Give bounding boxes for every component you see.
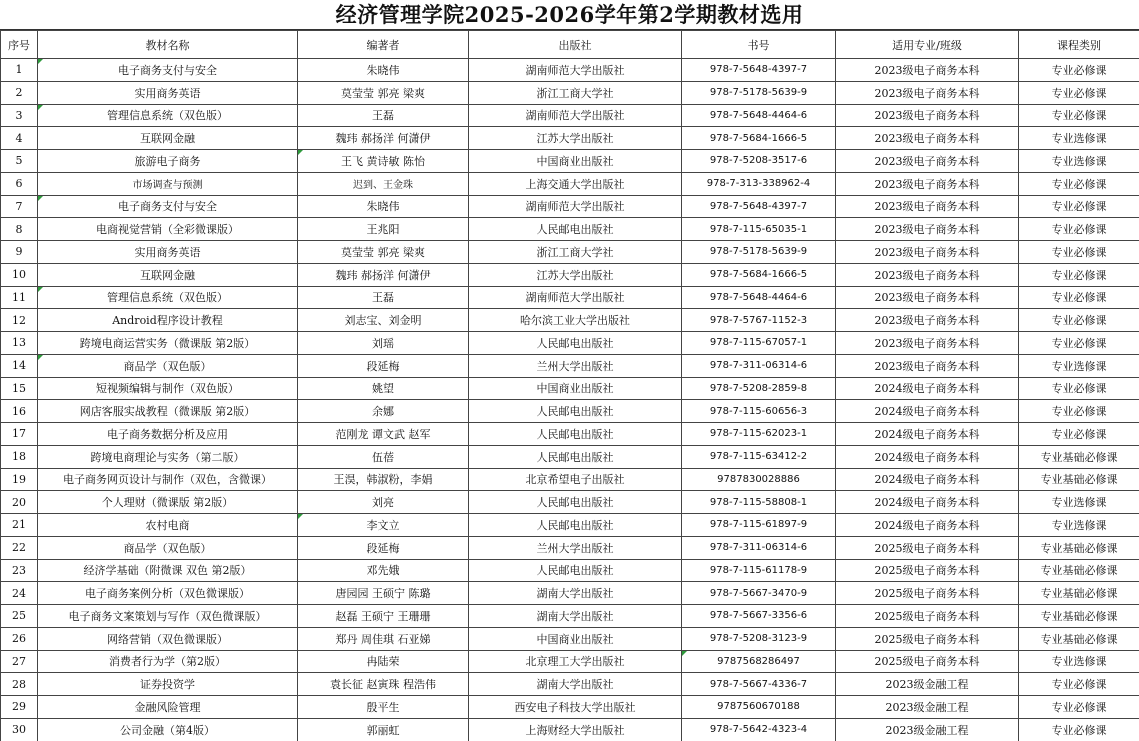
- cell-index[interactable]: 12: [1, 309, 38, 332]
- cell-index[interactable]: 18: [1, 445, 38, 468]
- cell-major[interactable]: 2024级电子商务本科: [836, 400, 1019, 423]
- cell-title[interactable]: 管理信息系统（双色版）: [38, 286, 298, 309]
- cell-index[interactable]: 4: [1, 127, 38, 150]
- cell-publisher[interactable]: 人民邮电出版社: [469, 559, 682, 582]
- cell-isbn[interactable]: 978-7-5648-4464-6: [682, 104, 836, 127]
- cell-isbn[interactable]: 978-7-5648-4397-7: [682, 195, 836, 218]
- cell-publisher[interactable]: 湖南大学出版社: [469, 605, 682, 628]
- cell-course-type[interactable]: 专业必修课: [1019, 673, 1139, 696]
- cell-title[interactable]: 跨境电商运营实务（微课版 第2版）: [38, 332, 298, 355]
- cell-author[interactable]: 殷平生: [298, 696, 469, 719]
- cell-index[interactable]: 19: [1, 468, 38, 491]
- cell-index[interactable]: 30: [1, 718, 38, 741]
- header-cell-publisher[interactable]: 出版社: [469, 31, 682, 59]
- cell-publisher[interactable]: 兰州大学出版社: [469, 354, 682, 377]
- textbook-table: [0, 30, 1139, 741]
- cell-isbn[interactable]: 978-7-115-61897-9: [682, 514, 836, 537]
- cell-title[interactable]: 电子商务数据分析及应用: [38, 423, 298, 446]
- cell-major[interactable]: 2023级金融工程: [836, 696, 1019, 719]
- cell-course-type[interactable]: 专业选修课: [1019, 650, 1139, 673]
- cell-title[interactable]: 经济学基础（附微课 双色 第2版）: [38, 559, 298, 582]
- table-row: [1, 491, 1139, 514]
- cell-index[interactable]: 1: [1, 59, 38, 82]
- cell-author[interactable]: 唐园园 王硕宁 陈璐: [298, 582, 469, 605]
- cell-index[interactable]: 25: [1, 605, 38, 628]
- cell-title[interactable]: 公司金融（第4版）: [38, 718, 298, 741]
- cell-publisher[interactable]: 上海交通大学出版社: [469, 172, 682, 195]
- cell-isbn[interactable]: 978-7-5684-1666-5: [682, 127, 836, 150]
- cell-publisher[interactable]: 北京希望电子出版社: [469, 468, 682, 491]
- cell-major[interactable]: 2025级电子商务本科: [836, 627, 1019, 650]
- cell-course-type[interactable]: 专业必修课: [1019, 218, 1139, 241]
- cell-isbn[interactable]: 978-7-115-63412-2: [682, 445, 836, 468]
- header-cell-title[interactable]: 教材名称: [38, 31, 298, 59]
- table-row: [1, 582, 1139, 605]
- cell-title[interactable]: 网店客服实战教程（微课版 第2版）: [38, 400, 298, 423]
- table-row: [1, 468, 1139, 491]
- table-row: [1, 650, 1139, 673]
- cell-course-type[interactable]: 专业基础必修课: [1019, 536, 1139, 559]
- cell-publisher[interactable]: 中国商业出版社: [469, 377, 682, 400]
- cell-title[interactable]: 市场调查与预测: [38, 172, 298, 195]
- cell-index[interactable]: 22: [1, 536, 38, 559]
- cell-isbn[interactable]: 978-7-313-338962-4: [682, 172, 836, 195]
- table-row: [1, 127, 1139, 150]
- cell-course-type[interactable]: 专业基础必修课: [1019, 605, 1139, 628]
- cell-title[interactable]: 电子商务文案策划与写作（双色微课版）: [38, 605, 298, 628]
- cell-isbn[interactable]: 978-7-115-65035-1: [682, 218, 836, 241]
- table-row: [1, 445, 1139, 468]
- cell-major[interactable]: 2024级电子商务本科: [836, 468, 1019, 491]
- cell-author[interactable]: 段延梅: [298, 536, 469, 559]
- cell-index[interactable]: 23: [1, 559, 38, 582]
- cell-course-type[interactable]: 专业选修课: [1019, 150, 1139, 173]
- cell-isbn[interactable]: 978-7-5648-4464-6: [682, 286, 836, 309]
- cell-author[interactable]: 段延梅: [298, 354, 469, 377]
- cell-author[interactable]: 迟到、王金珠: [298, 172, 469, 195]
- cell-title[interactable]: 商品学（双色版）: [38, 536, 298, 559]
- cell-isbn[interactable]: 978-7-5648-4397-7: [682, 59, 836, 82]
- table-row: [1, 377, 1139, 400]
- table-row: [1, 400, 1139, 423]
- cell-publisher[interactable]: 湖南师范大学出版社: [469, 59, 682, 82]
- cell-publisher[interactable]: 湖南大学出版社: [469, 582, 682, 605]
- cell-major[interactable]: 2023级电子商务本科: [836, 218, 1019, 241]
- table-row: [1, 172, 1139, 195]
- table-row: [1, 218, 1139, 241]
- cell-isbn[interactable]: 9787568286497: [682, 650, 836, 673]
- cell-author[interactable]: 刘志宝、刘金明: [298, 309, 469, 332]
- cell-course-type[interactable]: 专业必修课: [1019, 59, 1139, 82]
- cell-isbn[interactable]: 978-7-5667-3470-9: [682, 582, 836, 605]
- table-row: [1, 286, 1139, 309]
- cell-publisher[interactable]: 湖南师范大学出版社: [469, 104, 682, 127]
- cell-author[interactable]: 朱晓伟: [298, 59, 469, 82]
- cell-author[interactable]: 魏玮 郝扬洋 何潇伊: [298, 263, 469, 286]
- cell-author[interactable]: 王兆阳: [298, 218, 469, 241]
- cell-isbn[interactable]: 9787560670188: [682, 696, 836, 719]
- cell-publisher[interactable]: 北京理工大学出版社: [469, 650, 682, 673]
- cell-course-type[interactable]: 专业必修课: [1019, 263, 1139, 286]
- cell-isbn[interactable]: 978-7-115-62023-1: [682, 423, 836, 446]
- table-row: [1, 627, 1139, 650]
- cell-isbn[interactable]: 978-7-311-06314-6: [682, 536, 836, 559]
- cell-isbn[interactable]: 978-7-5684-1666-5: [682, 263, 836, 286]
- cell-isbn[interactable]: 978-7-5208-3517-6: [682, 150, 836, 173]
- table-row: [1, 423, 1139, 446]
- table-row: [1, 241, 1139, 264]
- cell-title[interactable]: 电商视觉营销（全彩微课版）: [38, 218, 298, 241]
- cell-publisher[interactable]: 兰州大学出版社: [469, 536, 682, 559]
- cell-index[interactable]: 13: [1, 332, 38, 355]
- cell-index[interactable]: 10: [1, 263, 38, 286]
- cell-course-type[interactable]: 专业必修课: [1019, 696, 1139, 719]
- cell-author[interactable]: 刘瑶: [298, 332, 469, 355]
- cell-author[interactable]: 伍蓓: [298, 445, 469, 468]
- cell-title[interactable]: 短视频编辑与制作（双色版）: [38, 377, 298, 400]
- cell-course-type[interactable]: 专业必修课: [1019, 400, 1139, 423]
- cell-major[interactable]: 2025级电子商务本科: [836, 582, 1019, 605]
- cell-course-type[interactable]: 专业必修课: [1019, 423, 1139, 446]
- table-row: [1, 263, 1139, 286]
- cell-publisher[interactable]: 中国商业出版社: [469, 150, 682, 173]
- cell-isbn[interactable]: 978-7-5178-5639-9: [682, 81, 836, 104]
- cell-title[interactable]: 消费者行为学（第2版）: [38, 650, 298, 673]
- cell-publisher[interactable]: 江苏大学出版社: [469, 127, 682, 150]
- cell-title[interactable]: 旅游电子商务: [38, 150, 298, 173]
- cell-publisher[interactable]: 人民邮电出版社: [469, 423, 682, 446]
- cell-major[interactable]: 2024级电子商务本科: [836, 423, 1019, 446]
- cell-course-type[interactable]: 专业必修课: [1019, 309, 1139, 332]
- cell-course-type[interactable]: 专业基础必修课: [1019, 582, 1139, 605]
- cell-isbn[interactable]: 9787830028886: [682, 468, 836, 491]
- header-cell-isbn[interactable]: 书号: [682, 31, 836, 59]
- table-row: [1, 195, 1139, 218]
- cell-major[interactable]: 2023级金融工程: [836, 673, 1019, 696]
- cell-isbn[interactable]: 978-7-115-61178-9: [682, 559, 836, 582]
- cell-title[interactable]: 金融风险管理: [38, 696, 298, 719]
- cell-title[interactable]: 个人理财（微课版 第2版）: [38, 491, 298, 514]
- cell-course-type[interactable]: 专业基础必修课: [1019, 445, 1139, 468]
- cell-publisher[interactable]: 人民邮电出版社: [469, 514, 682, 537]
- cell-author[interactable]: 朱晓伟: [298, 195, 469, 218]
- cell-publisher[interactable]: 人民邮电出版社: [469, 445, 682, 468]
- cell-major[interactable]: 2023级电子商务本科: [836, 195, 1019, 218]
- cell-publisher[interactable]: 西安电子科技大学出版社: [469, 696, 682, 719]
- cell-isbn[interactable]: 978-7-5208-2859-8: [682, 377, 836, 400]
- cell-publisher[interactable]: 上海财经大学出版社: [469, 718, 682, 741]
- cell-author[interactable]: 莫莹莹 郭亮 梁爽: [298, 81, 469, 104]
- cell-title[interactable]: 商品学（双色版）: [38, 354, 298, 377]
- cell-index[interactable]: 17: [1, 423, 38, 446]
- cell-major[interactable]: 2025级电子商务本科: [836, 650, 1019, 673]
- cell-course-type[interactable]: 专业必修课: [1019, 377, 1139, 400]
- cell-isbn[interactable]: 978-7-5667-4336-7: [682, 673, 836, 696]
- cell-course-type[interactable]: 专业基础必修课: [1019, 559, 1139, 582]
- cell-major[interactable]: 2023级电子商务本科: [836, 286, 1019, 309]
- cell-major[interactable]: 2023级电子商务本科: [836, 150, 1019, 173]
- cell-index[interactable]: 6: [1, 172, 38, 195]
- cell-isbn[interactable]: 978-7-115-60656-3: [682, 400, 836, 423]
- cell-index[interactable]: 21: [1, 514, 38, 537]
- cell-index[interactable]: 16: [1, 400, 38, 423]
- cell-title[interactable]: 电子商务网页设计与制作（双色，含微课）: [38, 468, 298, 491]
- cell-index[interactable]: 26: [1, 627, 38, 650]
- cell-author[interactable]: 王磊: [298, 286, 469, 309]
- cell-author[interactable]: 袁长征 赵寅珠 程浩伟: [298, 673, 469, 696]
- cell-title[interactable]: 互联网金融: [38, 263, 298, 286]
- cell-publisher[interactable]: 湖南大学出版社: [469, 673, 682, 696]
- cell-author[interactable]: 冉陆荣: [298, 650, 469, 673]
- cell-course-type[interactable]: 专业选修课: [1019, 127, 1139, 150]
- cell-major[interactable]: 2025级电子商务本科: [836, 559, 1019, 582]
- cell-isbn[interactable]: 978-7-5178-5639-9: [682, 241, 836, 264]
- table-row: [1, 150, 1139, 173]
- cell-author[interactable]: 王磊: [298, 104, 469, 127]
- table-row: [1, 104, 1139, 127]
- header-row: [1, 31, 1139, 59]
- cell-publisher[interactable]: 浙江工商大学社: [469, 81, 682, 104]
- cell-index[interactable]: 27: [1, 650, 38, 673]
- cell-course-type[interactable]: 专业选修课: [1019, 354, 1139, 377]
- table-row: [1, 536, 1139, 559]
- cell-major[interactable]: 2023级电子商务本科: [836, 263, 1019, 286]
- table-body: [1, 59, 1139, 741]
- cell-index[interactable]: 14: [1, 354, 38, 377]
- cell-isbn[interactable]: 978-7-311-06314-6: [682, 354, 836, 377]
- cell-index[interactable]: 9: [1, 241, 38, 264]
- cell-isbn[interactable]: 978-7-5667-3356-6: [682, 605, 836, 628]
- cell-major[interactable]: 2023级电子商务本科: [836, 81, 1019, 104]
- table-row: [1, 332, 1139, 355]
- cell-index[interactable]: 2: [1, 81, 38, 104]
- table-row: [1, 514, 1139, 537]
- cell-author[interactable]: 郭丽虹: [298, 718, 469, 741]
- cell-course-type[interactable]: 专业必修课: [1019, 172, 1139, 195]
- cell-title[interactable]: 网络营销（双色微课版）: [38, 627, 298, 650]
- cell-title[interactable]: 互联网金融: [38, 127, 298, 150]
- cell-author[interactable]: 李文立: [298, 514, 469, 537]
- table-row: [1, 559, 1139, 582]
- cell-publisher[interactable]: 浙江工商大学社: [469, 241, 682, 264]
- cell-major[interactable]: 2023级电子商务本科: [836, 354, 1019, 377]
- header-cell-index[interactable]: 序号: [1, 31, 38, 59]
- cell-course-type[interactable]: 专业必修课: [1019, 81, 1139, 104]
- cell-publisher[interactable]: 人民邮电出版社: [469, 400, 682, 423]
- cell-index[interactable]: 24: [1, 582, 38, 605]
- cell-author[interactable]: 莫莹莹 郭亮 梁爽: [298, 241, 469, 264]
- sheet-title: 经济管理学院2025-2026学年第2学期教材选用: [0, 0, 1139, 30]
- cell-isbn[interactable]: 978-7-115-58808-1: [682, 491, 836, 514]
- cell-title[interactable]: 证券投资学: [38, 673, 298, 696]
- cell-author[interactable]: 郑丹 周佳琪 石亚娣: [298, 627, 469, 650]
- header-cell-author[interactable]: 编著者: [298, 31, 469, 59]
- cell-publisher[interactable]: 江苏大学出版社: [469, 263, 682, 286]
- cell-index[interactable]: 5: [1, 150, 38, 173]
- cell-index[interactable]: 20: [1, 491, 38, 514]
- cell-author[interactable]: 魏玮 郝扬洋 何潇伊: [298, 127, 469, 150]
- cell-course-type[interactable]: 专业基础必修课: [1019, 468, 1139, 491]
- cell-major[interactable]: 2023级电子商务本科: [836, 59, 1019, 82]
- header-cell-major[interactable]: 适用专业/班级: [836, 31, 1019, 59]
- cell-title[interactable]: 管理信息系统（双色版）: [38, 104, 298, 127]
- table-row: [1, 354, 1139, 377]
- cell-title[interactable]: 电子商务支付与安全: [38, 195, 298, 218]
- cell-publisher[interactable]: 人民邮电出版社: [469, 218, 682, 241]
- cell-author[interactable]: 邓先娥: [298, 559, 469, 582]
- cell-index[interactable]: 8: [1, 218, 38, 241]
- cell-publisher[interactable]: 湖南师范大学出版社: [469, 195, 682, 218]
- cell-title[interactable]: 跨境电商理论与实务（第二版）: [38, 445, 298, 468]
- cell-author[interactable]: 范刚龙 谭文武 赵军: [298, 423, 469, 446]
- cell-publisher[interactable]: 湖南师范大学出版社: [469, 286, 682, 309]
- cell-publisher[interactable]: 哈尔滨工业大学出版社: [469, 309, 682, 332]
- cell-publisher[interactable]: 中国商业出版社: [469, 627, 682, 650]
- table-row: [1, 673, 1139, 696]
- cell-major[interactable]: 2023级电子商务本科: [836, 104, 1019, 127]
- cell-index[interactable]: 7: [1, 195, 38, 218]
- cell-course-type[interactable]: 专业选修课: [1019, 491, 1139, 514]
- cell-publisher[interactable]: 人民邮电出版社: [469, 332, 682, 355]
- cell-index[interactable]: 11: [1, 286, 38, 309]
- cell-title[interactable]: 实用商务英语: [38, 241, 298, 264]
- cell-major[interactable]: 2023级电子商务本科: [836, 241, 1019, 264]
- cell-course-type[interactable]: 专业必修课: [1019, 286, 1139, 309]
- cell-major[interactable]: 2024级电子商务本科: [836, 445, 1019, 468]
- cell-author[interactable]: 王淏，韩淑粉，李娟: [298, 468, 469, 491]
- cell-author[interactable]: 姚望: [298, 377, 469, 400]
- table-row: [1, 81, 1139, 104]
- cell-major[interactable]: 2025级电子商务本科: [836, 605, 1019, 628]
- cell-course-type[interactable]: 专业必修课: [1019, 195, 1139, 218]
- cell-publisher[interactable]: 人民邮电出版社: [469, 491, 682, 514]
- cell-index[interactable]: 3: [1, 104, 38, 127]
- cell-major[interactable]: 2023级电子商务本科: [836, 332, 1019, 355]
- cell-major[interactable]: 2024级电子商务本科: [836, 491, 1019, 514]
- cell-title[interactable]: 实用商务英语: [38, 81, 298, 104]
- cell-title[interactable]: 电子商务支付与安全: [38, 59, 298, 82]
- cell-index[interactable]: 29: [1, 696, 38, 719]
- cell-author[interactable]: 余娜: [298, 400, 469, 423]
- cell-course-type[interactable]: 专业必修课: [1019, 332, 1139, 355]
- cell-author[interactable]: 刘亮: [298, 491, 469, 514]
- cell-title[interactable]: 电子商务案例分析（双色微课版）: [38, 582, 298, 605]
- cell-isbn[interactable]: 978-7-5642-4323-4: [682, 718, 836, 741]
- cell-isbn[interactable]: 978-7-5208-3123-9: [682, 627, 836, 650]
- cell-major[interactable]: 2023级电子商务本科: [836, 127, 1019, 150]
- table-row: [1, 718, 1139, 741]
- cell-course-type[interactable]: 专业基础必修课: [1019, 627, 1139, 650]
- cell-course-type[interactable]: 专业必修课: [1019, 241, 1139, 264]
- cell-course-type[interactable]: 专业必修课: [1019, 104, 1139, 127]
- cell-isbn[interactable]: 978-7-115-67057-1: [682, 332, 836, 355]
- table-row: [1, 309, 1139, 332]
- header-cell-course-type[interactable]: 课程类别: [1019, 31, 1139, 59]
- cell-course-type[interactable]: 专业必修课: [1019, 718, 1139, 741]
- cell-major[interactable]: 2024级电子商务本科: [836, 514, 1019, 537]
- table-row: [1, 696, 1139, 719]
- cell-title[interactable]: 农村电商: [38, 514, 298, 537]
- cell-major[interactable]: 2025级电子商务本科: [836, 536, 1019, 559]
- cell-isbn[interactable]: 978-7-5767-1152-3: [682, 309, 836, 332]
- cell-major[interactable]: 2023级金融工程: [836, 718, 1019, 741]
- cell-major[interactable]: 2023级电子商务本科: [836, 309, 1019, 332]
- cell-major[interactable]: 2024级电子商务本科: [836, 377, 1019, 400]
- cell-author[interactable]: 王飞 黄诗敏 陈怡: [298, 150, 469, 173]
- cell-major[interactable]: 2023级电子商务本科: [836, 172, 1019, 195]
- cell-title[interactable]: Android程序设计教程: [38, 309, 298, 332]
- cell-index[interactable]: 15: [1, 377, 38, 400]
- cell-author[interactable]: 赵磊 王硕宁 王珊珊: [298, 605, 469, 628]
- cell-course-type[interactable]: 专业选修课: [1019, 514, 1139, 537]
- table-row: [1, 59, 1139, 82]
- table-row: [1, 605, 1139, 628]
- cell-index[interactable]: 28: [1, 673, 38, 696]
